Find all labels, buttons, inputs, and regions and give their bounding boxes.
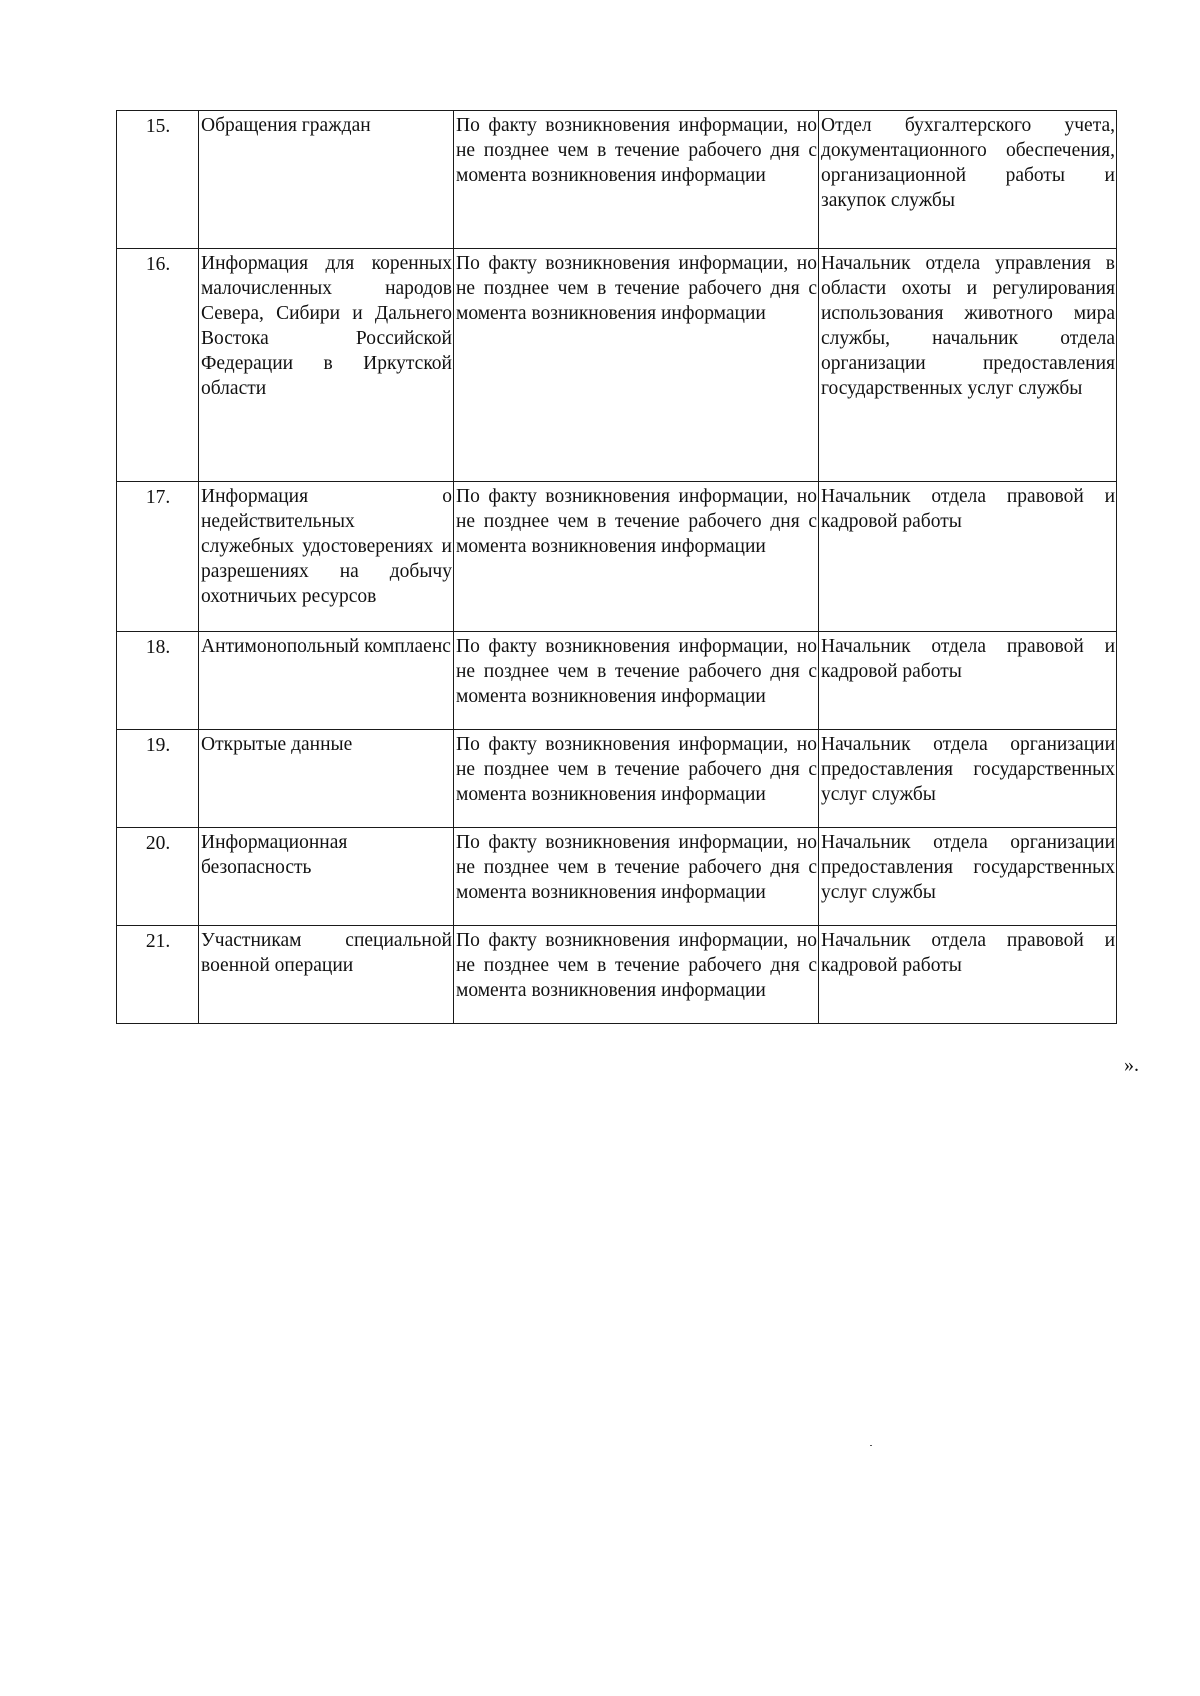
row-number: 16. <box>117 249 199 482</box>
row-number: 19. <box>117 730 199 828</box>
responsible-cell: Отдел бухгалтерского учета, документационного обеспечения, организационной работы и закупок службы <box>819 111 1117 249</box>
responsible-cell: Начальник отдела организации предоставления государственных услуг службы <box>819 730 1117 828</box>
row-number: 18. <box>117 632 199 730</box>
table-row <box>117 111 1117 249</box>
deadline-cell: По факту возникновения информации, но не позднее чем в течение рабочего дня с момента возникновения информации <box>454 111 819 249</box>
row-number: 17. <box>117 482 199 632</box>
info-name-cell: Участникам специальной военной операции <box>199 926 454 1024</box>
deadline-cell: По факту возникновения информации, но не позднее чем в течение рабочего дня с момента возникновения информации <box>454 828 819 926</box>
table-row <box>117 828 1117 926</box>
scan-speck-decoration <box>870 1445 872 1446</box>
table-row <box>117 249 1117 482</box>
table-row <box>117 632 1117 730</box>
info-name-cell: Информация для коренных малочисленных народов Севера, Сибири и Дальнего Востока Российской Федерации в Иркутской области <box>199 249 454 482</box>
info-name-cell: Информационная безопасность <box>199 828 454 926</box>
responsible-cell: Начальник отдела управления в области охоты и регулирования использования животного мира службы, начальник отдела организации предоставления государственных услуг службы <box>819 249 1117 482</box>
table-row <box>117 482 1117 632</box>
deadline-cell: По факту возникновения информации, но не позднее чем в течение рабочего дня с момента возникновения информации <box>454 632 819 730</box>
deadline-cell: По факту возникновения информации, но не позднее чем в течение рабочего дня с момента возникновения информации <box>454 249 819 482</box>
deadline-cell: По факту возникновения информации, но не позднее чем в течение рабочего дня с момента возникновения информации <box>454 482 819 632</box>
deadline-cell: По факту возникновения информации, но не позднее чем в течение рабочего дня с момента возникновения информации <box>454 730 819 828</box>
information-table <box>116 110 1117 1024</box>
info-name-cell: Обращения граждан <box>199 111 454 249</box>
deadline-cell: По факту возникновения информации, но не позднее чем в течение рабочего дня с момента возникновения информации <box>454 926 819 1024</box>
info-name-cell: Антимонопольный комплаенс <box>199 632 454 730</box>
info-name-cell: Открытые данные <box>199 730 454 828</box>
responsible-cell: Начальник отдела правовой и кадровой работы <box>819 482 1117 632</box>
responsible-cell: Начальник отдела правовой и кадровой работы <box>819 632 1117 730</box>
responsible-cell: Начальник отдела правовой и кадровой работы <box>819 926 1117 1024</box>
table-row <box>117 730 1117 828</box>
row-number: 20. <box>117 828 199 926</box>
row-number: 21. <box>117 926 199 1024</box>
table-row <box>117 926 1117 1024</box>
info-name-cell: Информация о недействительных служебных удостоверениях и разрешениях на добычу охотничьих ресурсов <box>199 482 454 632</box>
closing-quote-mark: ». <box>1124 1054 1139 1076</box>
responsible-cell: Начальник отдела организации предоставления государственных услуг службы <box>819 828 1117 926</box>
row-number: 15. <box>117 111 199 249</box>
